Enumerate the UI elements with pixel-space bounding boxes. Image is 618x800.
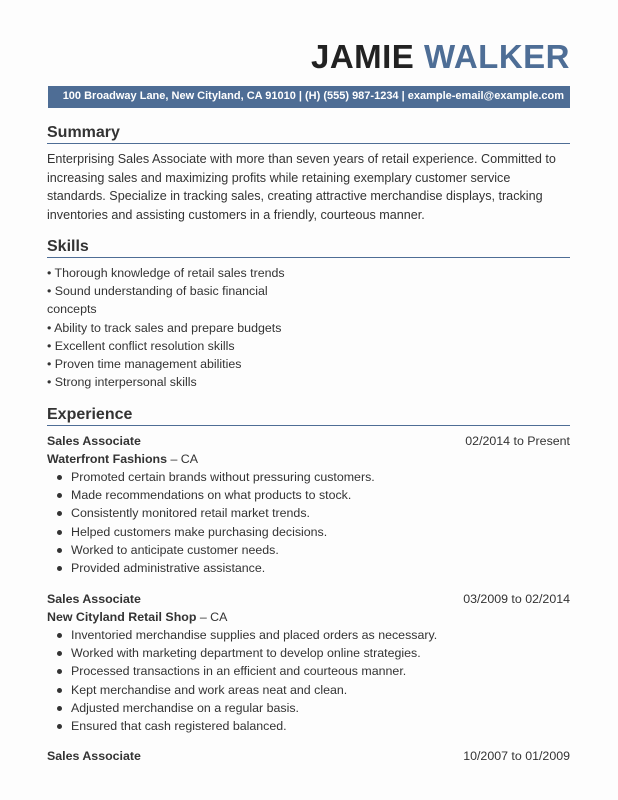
job-bullet: Worked to anticipate customer needs.: [47, 541, 572, 559]
job-bullet: Processed transactions in an efficient and courteous manner.: [47, 662, 572, 680]
job-bullet: Helped customers make purchasing decisions.: [47, 523, 572, 541]
job-dates: 03/2009 to 02/2014: [463, 592, 570, 606]
experience-heading: Experience: [47, 406, 133, 423]
skill-item: • Sound understanding of basic financial concepts: [47, 284, 268, 317]
skill-item: • Ability to track sales and prepare budgets: [47, 320, 282, 335]
experience-divider: [47, 425, 570, 426]
first-name: JAMIE: [310, 38, 415, 75]
job-bullets: [47, 626, 572, 735]
summary-divider: [47, 143, 570, 144]
skills-divider: [47, 257, 570, 258]
job-bullet: Provided administrative assistance.: [47, 559, 572, 577]
job-bullet: Consistently monitored retail market trends.: [47, 504, 572, 522]
employer-name: Waterfront Fashions: [47, 452, 168, 466]
employer: [47, 608, 572, 626]
skill-item: • Proven time management abilities: [47, 357, 242, 372]
job-bullet: Kept merchandise and work areas neat and clean.: [47, 681, 572, 699]
summary-text: Enterprising Sales Associate with more than seven years of retail experience. Committed to increasing sales and maximizing profits while retaining exemplary customer service standards. Specialize in tracking sales, creating attractive merchandise displays, tracking inventories and assisting customers in a friendly, courteous manner.: [47, 152, 556, 222]
job-bullet: Inventoried merchandise supplies and placed orders as necessary.: [47, 626, 572, 644]
job-entry: [47, 432, 572, 577]
job-bullet: Adjusted merchandise on a regular basis.: [47, 699, 572, 717]
job-dates: 10/2007 to 01/2009: [463, 749, 570, 763]
employer: [47, 450, 572, 468]
candidate-name: [311, 38, 570, 76]
summary-heading: Summary: [47, 124, 120, 141]
job-entry: [47, 590, 572, 735]
job-bullet: Made recommendations on what products to stock.: [47, 486, 572, 504]
job-bullet: Promoted certain brands without pressuring customers.: [47, 468, 572, 486]
last-name: WALKER: [424, 38, 570, 75]
job-bullet: Ensured that cash registered balanced.: [47, 717, 572, 735]
job-entry: [47, 747, 572, 765]
employer-location: – CA: [167, 452, 199, 466]
skill-item: • Excellent conflict resolution skills: [47, 338, 235, 353]
job-title: Sales Associate: [47, 749, 141, 763]
job-bullets: [47, 468, 572, 577]
contact-info: 100 Broadway Lane, New Cityland, CA 91010 | (H) (555) 987-1234 | example-email@example.com: [62, 90, 564, 102]
job-title: Sales Associate: [47, 592, 141, 606]
job-title: Sales Associate: [47, 434, 141, 448]
skills-list: [47, 264, 307, 391]
skill-item: • Strong interpersonal skills: [47, 375, 197, 390]
job-bullet: Worked with marketing department to develop online strategies.: [47, 644, 572, 662]
employer-location: – CA: [196, 610, 228, 624]
skills-heading: Skills: [47, 238, 89, 255]
skill-item: • Thorough knowledge of retail sales trends: [47, 266, 285, 280]
job-dates: 02/2014 to Present: [465, 434, 570, 448]
employer-name: New Cityland Retail Shop: [47, 610, 197, 624]
contact-bar: [48, 86, 570, 108]
